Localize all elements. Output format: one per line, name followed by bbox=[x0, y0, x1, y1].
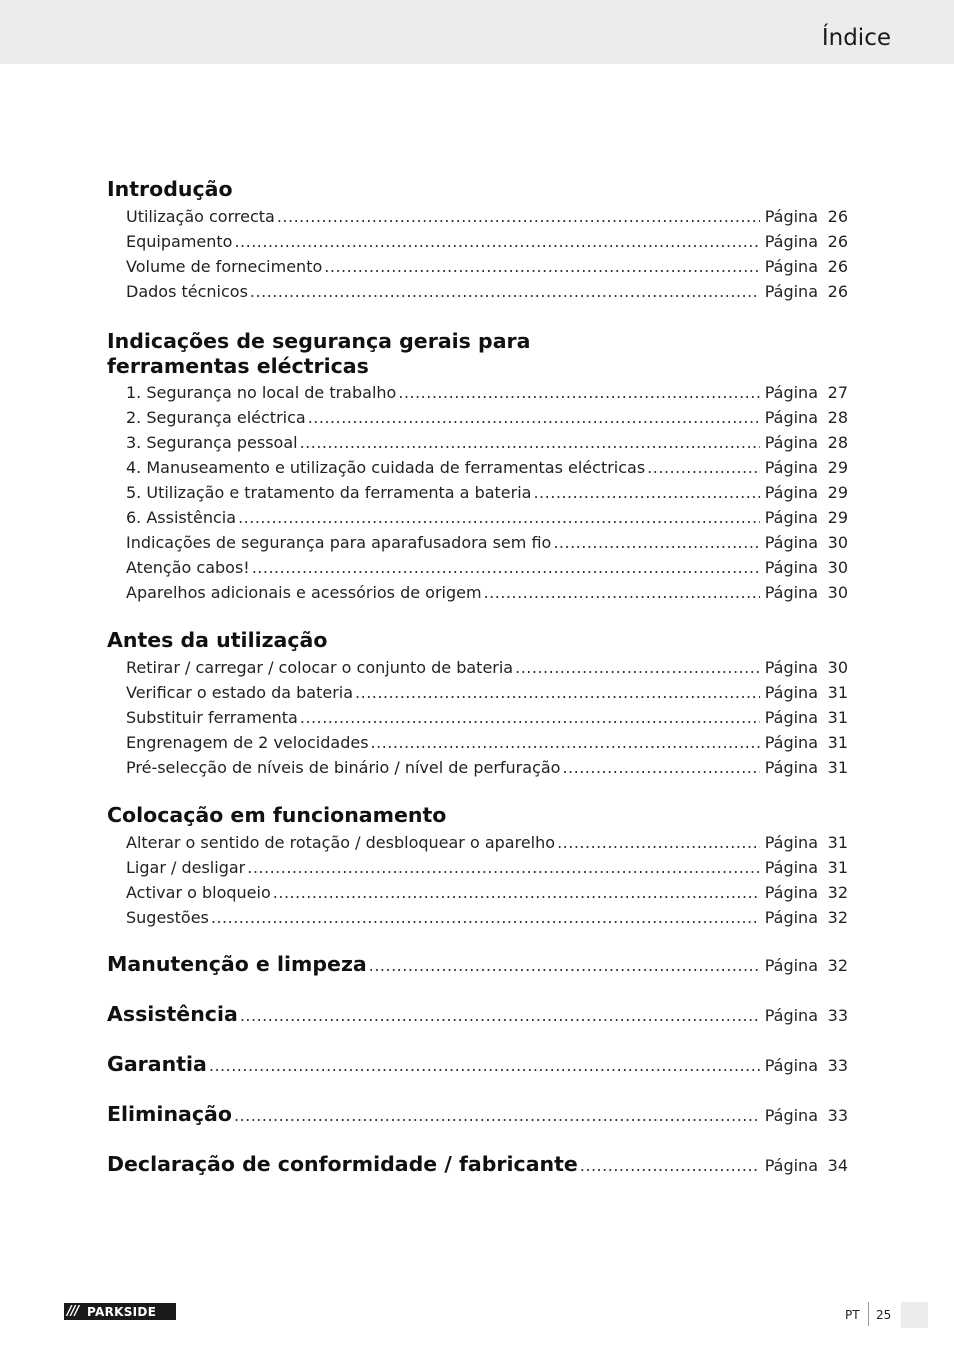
entry-page bbox=[765, 505, 848, 530]
toc-entry[interactable] bbox=[126, 405, 848, 430]
leader-dots bbox=[300, 430, 760, 455]
toc-entry[interactable] bbox=[126, 229, 848, 254]
page-number: 31 bbox=[827, 858, 848, 877]
entry-label: Dados técnicos bbox=[126, 282, 248, 301]
footer-tab-box bbox=[901, 1302, 928, 1328]
entry-label: 2. Segurança eléctrica bbox=[126, 408, 306, 427]
entry-page bbox=[765, 405, 848, 430]
entry-label: Activar o bloqueio bbox=[126, 883, 271, 902]
entry-page bbox=[765, 430, 848, 455]
toc-entry[interactable] bbox=[126, 730, 848, 755]
page-number: 32 bbox=[827, 956, 848, 975]
entry-page bbox=[765, 480, 848, 505]
page-title: Índice bbox=[821, 25, 891, 51]
page-number: 27 bbox=[827, 383, 848, 402]
entry-label: Ligar / desligar bbox=[126, 858, 246, 877]
page-word: Página bbox=[764, 1056, 818, 1075]
header-band bbox=[0, 0, 954, 64]
leader-dots bbox=[211, 905, 760, 930]
language-code: PT bbox=[845, 1308, 860, 1322]
section-title-seguranca-line1: Indicações de segurança gerais para bbox=[107, 329, 531, 353]
entry-label: Sugestões bbox=[126, 908, 209, 927]
page-word: Página bbox=[764, 733, 818, 752]
page-word: Página bbox=[764, 282, 818, 301]
toc-entry[interactable] bbox=[126, 380, 848, 405]
page-number: 26 bbox=[827, 257, 848, 276]
entry-page bbox=[765, 705, 848, 730]
page-word: Página bbox=[764, 207, 818, 226]
page-word: Página bbox=[764, 758, 818, 777]
toc-entry[interactable] bbox=[126, 430, 848, 455]
toc-entry[interactable] bbox=[126, 880, 848, 905]
entry-page bbox=[765, 655, 848, 680]
main-entry-label: Assistência bbox=[107, 1002, 238, 1026]
entry-page bbox=[765, 1053, 848, 1078]
page-word: Página bbox=[764, 1006, 818, 1025]
entry-label: 6. Assistência bbox=[126, 508, 237, 527]
entry-page bbox=[765, 254, 848, 279]
page-number: 30 bbox=[827, 583, 848, 602]
page-word: Página bbox=[764, 858, 818, 877]
leader-dots bbox=[398, 380, 759, 405]
footer-divider bbox=[868, 1302, 869, 1326]
entry-label: Indicações de segurança para aparafusadora sem fio bbox=[126, 533, 552, 552]
toc-entry[interactable] bbox=[126, 555, 848, 580]
leader-dots bbox=[553, 530, 759, 555]
entry-page bbox=[765, 229, 848, 254]
entry-label: Alterar o sentido de rotação / desbloquear o aparelho bbox=[126, 833, 556, 852]
main-entry-label: Manutenção e limpeza bbox=[107, 952, 367, 976]
leader-dots bbox=[355, 680, 760, 705]
page-number: 31 bbox=[827, 833, 848, 852]
toc-entry[interactable] bbox=[126, 204, 848, 229]
toc-entry[interactable] bbox=[126, 705, 848, 730]
toc-entry[interactable] bbox=[126, 680, 848, 705]
entry-page bbox=[765, 530, 848, 555]
page-number: 31 bbox=[827, 758, 848, 777]
entry-label: 1. Segurança no local de trabalho bbox=[126, 383, 397, 402]
entry-label: 5. Utilização e tratamento da ferramenta a bateria bbox=[126, 483, 532, 502]
entry-page bbox=[765, 905, 848, 930]
entry-page bbox=[765, 580, 848, 605]
toc-entry[interactable] bbox=[126, 530, 848, 555]
toc-entry[interactable] bbox=[126, 279, 848, 304]
section-title-introducao: Introdução bbox=[107, 177, 233, 201]
page-number: 33 bbox=[827, 1006, 848, 1025]
page-number: 26 bbox=[827, 232, 848, 251]
leader-dots bbox=[240, 1003, 760, 1028]
entry-page bbox=[765, 279, 848, 304]
entry-label: Substituir ferramenta bbox=[126, 708, 298, 727]
page-word: Página bbox=[764, 508, 818, 527]
entry-page bbox=[765, 755, 848, 780]
entry-label: Utilização correcta bbox=[126, 207, 275, 226]
page-word: Página bbox=[764, 708, 818, 727]
page-number-footer: 25 bbox=[876, 1308, 892, 1322]
page-word: Página bbox=[764, 383, 818, 402]
main-entry-label: Eliminação bbox=[107, 1102, 232, 1126]
toc-entry[interactable] bbox=[126, 254, 848, 279]
page-word: Página bbox=[764, 257, 818, 276]
entry-label: Engrenagem de 2 velocidades bbox=[126, 733, 369, 752]
page-word: Página bbox=[764, 433, 818, 452]
entry-page bbox=[765, 1003, 848, 1028]
entry-page bbox=[765, 953, 848, 978]
page-number: 30 bbox=[827, 658, 848, 677]
entry-page bbox=[765, 880, 848, 905]
toc-entry[interactable] bbox=[126, 855, 848, 880]
leader-dots bbox=[580, 1153, 760, 1178]
page-word: Página bbox=[764, 956, 818, 975]
page-word: Página bbox=[764, 558, 818, 577]
toc-entry[interactable] bbox=[126, 755, 848, 780]
page-number: 26 bbox=[827, 207, 848, 226]
page-word: Página bbox=[764, 683, 818, 702]
leader-dots bbox=[252, 555, 760, 580]
page-number: 31 bbox=[827, 683, 848, 702]
entry-label: Verificar o estado da bateria bbox=[126, 683, 354, 702]
toc-entry[interactable] bbox=[126, 830, 848, 855]
toc-entry[interactable] bbox=[126, 455, 848, 480]
toc-main-entry[interactable] bbox=[107, 1152, 848, 1180]
leader-dots bbox=[533, 480, 759, 505]
page-number: 26 bbox=[827, 282, 848, 301]
entry-label: Aparelhos adicionais e acessórios de origem bbox=[126, 583, 482, 602]
entry-label: 3. Segurança pessoal bbox=[126, 433, 298, 452]
page-number: 33 bbox=[827, 1106, 848, 1125]
page-number: 29 bbox=[827, 483, 848, 502]
page-word: Página bbox=[764, 458, 818, 477]
entry-label: Volume de fornecimento bbox=[126, 257, 323, 276]
page-number: 28 bbox=[827, 408, 848, 427]
leader-dots bbox=[557, 830, 760, 855]
toc-entry[interactable] bbox=[126, 580, 848, 605]
leader-dots bbox=[300, 705, 760, 730]
page-number: 29 bbox=[827, 508, 848, 527]
entry-label: Pré-selecção de níveis de binário / nível de perfuração bbox=[126, 758, 561, 777]
page-word: Página bbox=[764, 232, 818, 251]
page-number: 33 bbox=[827, 1056, 848, 1075]
entry-page bbox=[765, 680, 848, 705]
leader-dots bbox=[324, 254, 759, 279]
entry-page bbox=[765, 1153, 848, 1178]
leader-dots bbox=[209, 1053, 760, 1078]
page-word: Página bbox=[764, 483, 818, 502]
page-number: 32 bbox=[827, 883, 848, 902]
page-number: 29 bbox=[827, 458, 848, 477]
section-title-antes-da-utilizacao: Antes da utilização bbox=[107, 628, 328, 652]
leader-dots bbox=[238, 505, 760, 530]
toc-entry[interactable] bbox=[126, 655, 848, 680]
leader-dots bbox=[273, 880, 760, 905]
page-number: 32 bbox=[827, 908, 848, 927]
leader-dots bbox=[562, 755, 759, 780]
leader-dots bbox=[515, 655, 760, 680]
entry-page bbox=[765, 555, 848, 580]
leader-dots bbox=[234, 1103, 760, 1128]
leader-dots bbox=[277, 204, 760, 229]
leader-dots bbox=[647, 455, 760, 480]
page-number: 28 bbox=[827, 433, 848, 452]
entry-page bbox=[765, 1103, 848, 1128]
page-word: Página bbox=[764, 883, 818, 902]
toc-entry[interactable] bbox=[126, 905, 848, 930]
page-word: Página bbox=[764, 408, 818, 427]
page-word: Página bbox=[764, 1106, 818, 1125]
entry-label: Retirar / carregar / colocar o conjunto de bateria bbox=[126, 658, 514, 677]
leader-dots bbox=[371, 730, 760, 755]
page-word: Página bbox=[764, 533, 818, 552]
page-number: 30 bbox=[827, 533, 848, 552]
entry-page bbox=[765, 204, 848, 229]
entry-page bbox=[765, 730, 848, 755]
entry-label: Atenção cabos! bbox=[126, 558, 250, 577]
leader-dots bbox=[247, 855, 759, 880]
toc-entry[interactable] bbox=[126, 505, 848, 530]
page-word: Página bbox=[764, 908, 818, 927]
leader-dots bbox=[308, 405, 760, 430]
main-entry-label: Declaração de conformidade / fabricante bbox=[107, 1152, 578, 1176]
page-number: 30 bbox=[827, 558, 848, 577]
toc-entry[interactable] bbox=[126, 480, 848, 505]
leader-dots bbox=[234, 229, 759, 254]
toc-main-entry[interactable] bbox=[107, 952, 848, 980]
entry-page bbox=[765, 380, 848, 405]
entry-label: Equipamento bbox=[126, 232, 233, 251]
leader-dots bbox=[484, 580, 760, 605]
page-word: Página bbox=[764, 1156, 818, 1175]
toc-main-entry[interactable] bbox=[107, 1102, 848, 1130]
section-title-colocacao-em-funcionamento: Colocação em funcionamento bbox=[107, 803, 447, 827]
entry-page bbox=[765, 830, 848, 855]
entry-page bbox=[765, 455, 848, 480]
logo-slashes: /// bbox=[67, 1304, 79, 1319]
leader-dots bbox=[250, 279, 760, 304]
page-word: Página bbox=[764, 583, 818, 602]
section-title-seguranca-line2: ferramentas eléctricas bbox=[107, 354, 369, 378]
page-number: 31 bbox=[827, 733, 848, 752]
toc-main-entry[interactable] bbox=[107, 1002, 848, 1030]
page-word: Página bbox=[764, 658, 818, 677]
toc-main-entry[interactable] bbox=[107, 1052, 848, 1080]
parkside-logo bbox=[64, 1303, 176, 1320]
main-entry-label: Garantia bbox=[107, 1052, 207, 1076]
entry-label: 4. Manuseamento e utilização cuidada de ferramentas eléctricas bbox=[126, 458, 646, 477]
page-word: Página bbox=[764, 833, 818, 852]
page-number: 31 bbox=[827, 708, 848, 727]
entry-page bbox=[765, 855, 848, 880]
page-number: 34 bbox=[827, 1156, 848, 1175]
logo-brand-name: PARKSIDE bbox=[87, 1304, 157, 1319]
leader-dots bbox=[369, 953, 760, 978]
